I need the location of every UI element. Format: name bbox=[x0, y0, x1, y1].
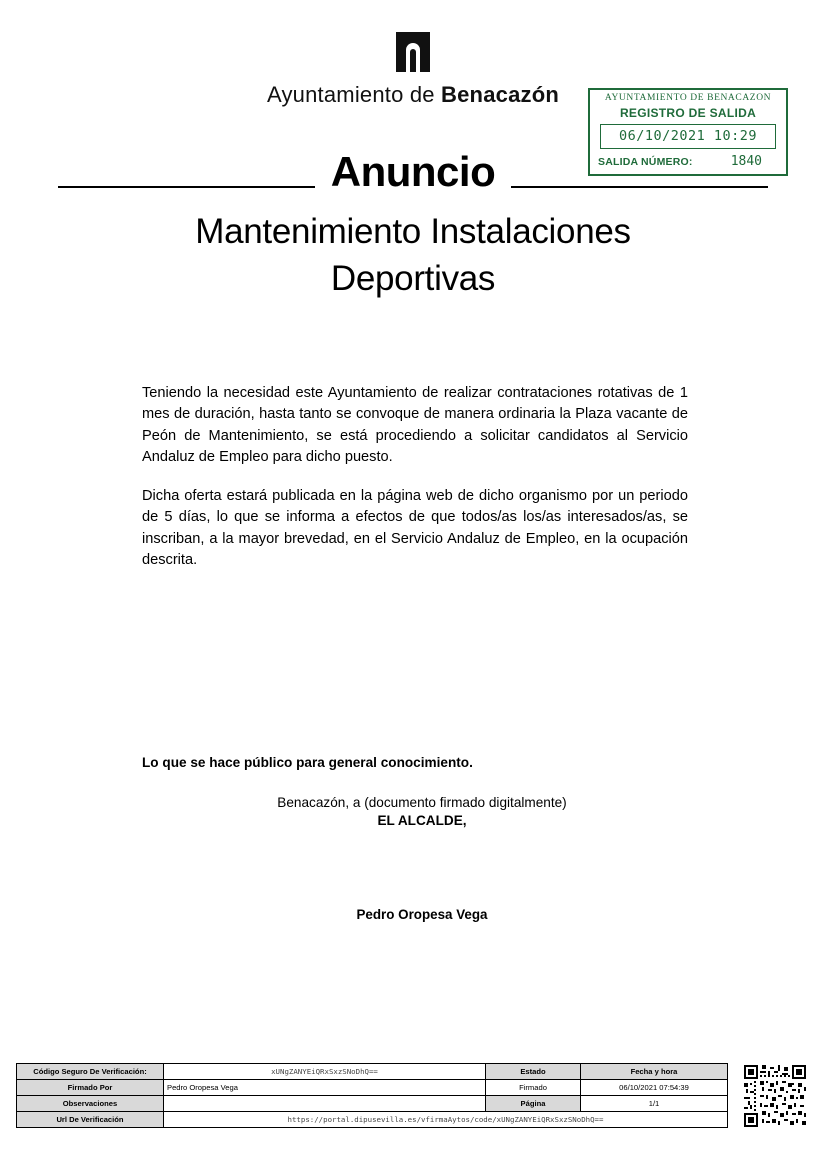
institution-name-bold: Benacazón bbox=[441, 82, 559, 107]
signature-block bbox=[142, 794, 702, 831]
body-paragraph-2: Dicha oferta estará publicada en la página web de dicho organismo por un periodo de 5 días, lo que se informa a efectos de que todos/as los/as interesados/as, se inscriban, a la mayor brevedad, en el Servicio Andaluz de Empleo, en la ocupación descrita. bbox=[142, 487, 688, 569]
verification-table bbox=[16, 1063, 728, 1128]
qr-code-icon bbox=[742, 1063, 808, 1129]
institution-name-prefix: Ayuntamiento de bbox=[267, 82, 442, 107]
table-row bbox=[17, 1112, 728, 1128]
arch-monument-icon bbox=[389, 28, 437, 76]
page-title-wrap bbox=[0, 148, 826, 196]
fecha-hora-label: Fecha y hora bbox=[581, 1064, 728, 1080]
url-verificacion-value[interactable]: https://portal.dipusevilla.es/vfirmaAytos/code/xUNgZANYEiQRxSxzSNoDhQ== bbox=[164, 1112, 728, 1128]
page-title: Anuncio bbox=[315, 148, 511, 196]
table-row bbox=[17, 1064, 728, 1080]
document-body bbox=[142, 383, 688, 589]
public-notice-line: Lo que se hace público para general conocimiento. bbox=[142, 755, 473, 770]
stamp-datetime: 06/10/2021 10:29 bbox=[600, 124, 776, 149]
signature-place-line: Benacazón, a (documento firmado digitalmente) bbox=[277, 795, 567, 810]
fecha-hora-value: 06/10/2021 07:54:39 bbox=[581, 1080, 728, 1096]
observaciones-value bbox=[164, 1096, 486, 1112]
pagina-label: Página bbox=[486, 1096, 581, 1112]
body-paragraph-1: Teniendo la necesidad este Ayuntamiento de realizar contrataciones rotativas de 1 mes de duración, hasta tanto se convoque de manera ordinaria la Plaza vacante de Peón de Mantenimiento, se está procediendo a solicitar candidatos al Servicio Andaluz de Empleo para dicho puesto. bbox=[142, 385, 688, 466]
estado-value: Firmado bbox=[486, 1080, 581, 1096]
verification-footer bbox=[16, 1063, 810, 1129]
pagina-value: 1/1 bbox=[581, 1096, 728, 1112]
signature-role: EL ALCALDE, bbox=[377, 813, 467, 829]
stamp-number-value: 1840 bbox=[730, 154, 762, 169]
signer-name: Pedro Oropesa Vega bbox=[356, 907, 488, 922]
firmado-por-label: Firmado Por bbox=[17, 1080, 164, 1096]
table-row bbox=[17, 1080, 728, 1096]
stamp-organization: AYUNTAMIENTO DE BENACAZON bbox=[604, 93, 772, 103]
csv-label: Código Seguro De Verificación: bbox=[17, 1064, 164, 1080]
stamp-type: REGISTRO DE SALIDA bbox=[619, 106, 757, 120]
csv-value: xUNgZANYEiQRxSxzSNoDhQ== bbox=[164, 1064, 486, 1080]
stamp-number-label: SALIDA NÚMERO: bbox=[598, 156, 693, 168]
estado-label: Estado bbox=[486, 1064, 581, 1080]
page-subtitle: Mantenimiento Instalaciones Deportivas bbox=[195, 212, 631, 299]
table-row bbox=[17, 1096, 728, 1112]
firmado-por-value: Pedro Oropesa Vega bbox=[164, 1080, 486, 1096]
observaciones-label: Observaciones bbox=[17, 1096, 164, 1112]
url-verificacion-label: Url De Verificación bbox=[17, 1112, 164, 1128]
